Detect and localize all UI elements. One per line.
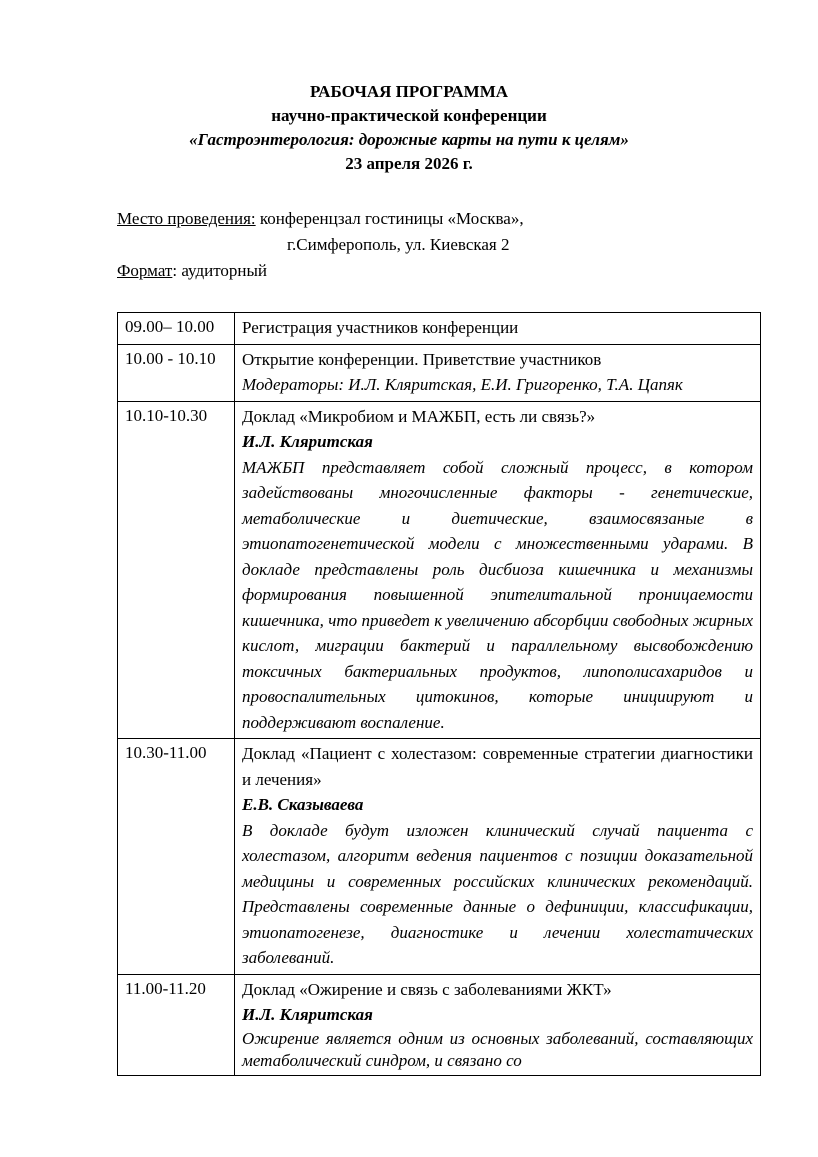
program-content	[235, 974, 761, 1075]
program-content	[235, 313, 761, 345]
program-row	[118, 974, 761, 1075]
venue-place-label: Место проведения:	[117, 209, 256, 228]
conference-date: 23 апреля 2026 г.	[345, 154, 473, 173]
program-row	[118, 313, 761, 345]
venue-format-label: Формат	[117, 261, 173, 280]
program-time: 09.00– 10.00	[118, 313, 235, 345]
program-time: 10.10-10.30	[118, 401, 235, 739]
program-description: Ожирение является одним из основных заболеваний, составляющих метаболический синдром, и связано со	[242, 1028, 753, 1070]
program-moderators: Модераторы: И.Л. Кляритская, Е.И. Григоренко, Т.А. Цапяк	[242, 375, 683, 394]
venue-address: г.Симферополь, ул. Киевская 2	[287, 235, 510, 254]
program-content	[235, 401, 761, 739]
program-time: 10.00 - 10.10	[118, 344, 235, 401]
program-row	[118, 344, 761, 401]
document-header	[0, 80, 818, 176]
program-speaker: И.Л. Кляритская	[242, 432, 373, 451]
program-content	[235, 739, 761, 975]
program-speaker: И.Л. Кляритская	[242, 1005, 373, 1024]
program-description: МАЖБП представляет собой сложный процесс, в котором задействованы многочисленные факторы - генетические, метаболические и диетические, взаимосвязаные в этиопатогенетической модели с множественными ударами. В докладе представлены роль дисбиоза кишечника и механизмы формирования повышенной эпителитальной проницаемости кишечника, что приведет к увеличению абсорбции свободных жирных кислот, миграции бактерий и параллельному высвобождению токсичных бактериальных продуктов, липополисахаридов и провоспалительных цитокинов, которые инициируют и поддерживают воспаление.	[242, 457, 753, 732]
program-table	[117, 312, 761, 1076]
program-content	[235, 344, 761, 401]
program-description: В докладе будут изложен клинический случай пациента с холестазом, алгоритм ведения пациентов с позиции доказательной медицины и современных российских клинических рекомендаций. Представлены современные данные о дефиниции, классификации, этиопатогенезе, диагностике и лечении холестатических заболеваний.	[242, 820, 753, 967]
venue-format-value: : аудиторный	[172, 261, 268, 280]
program-row	[118, 739, 761, 975]
venue-info	[117, 206, 757, 284]
program-speaker: Е.В. Сказываева	[242, 795, 364, 814]
program-heading: РАБОЧАЯ ПРОГРАММА	[309, 82, 509, 101]
program-subheading: научно-практической конференции	[271, 106, 547, 125]
conference-title: «Гастроэнтерология: дорожные карты на пути к целям»	[189, 130, 629, 149]
venue-place-line	[117, 206, 757, 232]
venue-place-value: конференцзал гостиницы «Москва»,	[255, 209, 524, 228]
venue-format-line	[117, 258, 757, 284]
program-title: Доклад «Микробиом и МАЖБП, есть ли связь?»	[242, 406, 596, 426]
program-time: 10.30-11.00	[118, 739, 235, 975]
program-title: Регистрация участников конференции	[242, 318, 519, 337]
program-row	[118, 401, 761, 739]
program-title: Открытие конференции. Приветствие участников	[242, 349, 602, 369]
program-time: 11.00-11.20	[118, 974, 235, 1075]
program-title: Доклад «Ожирение и связь с заболеваниями ЖКТ»	[242, 979, 612, 999]
program-title: Доклад «Пациент с холестазом: современные стратегии диагностики и лечения»	[242, 744, 753, 789]
